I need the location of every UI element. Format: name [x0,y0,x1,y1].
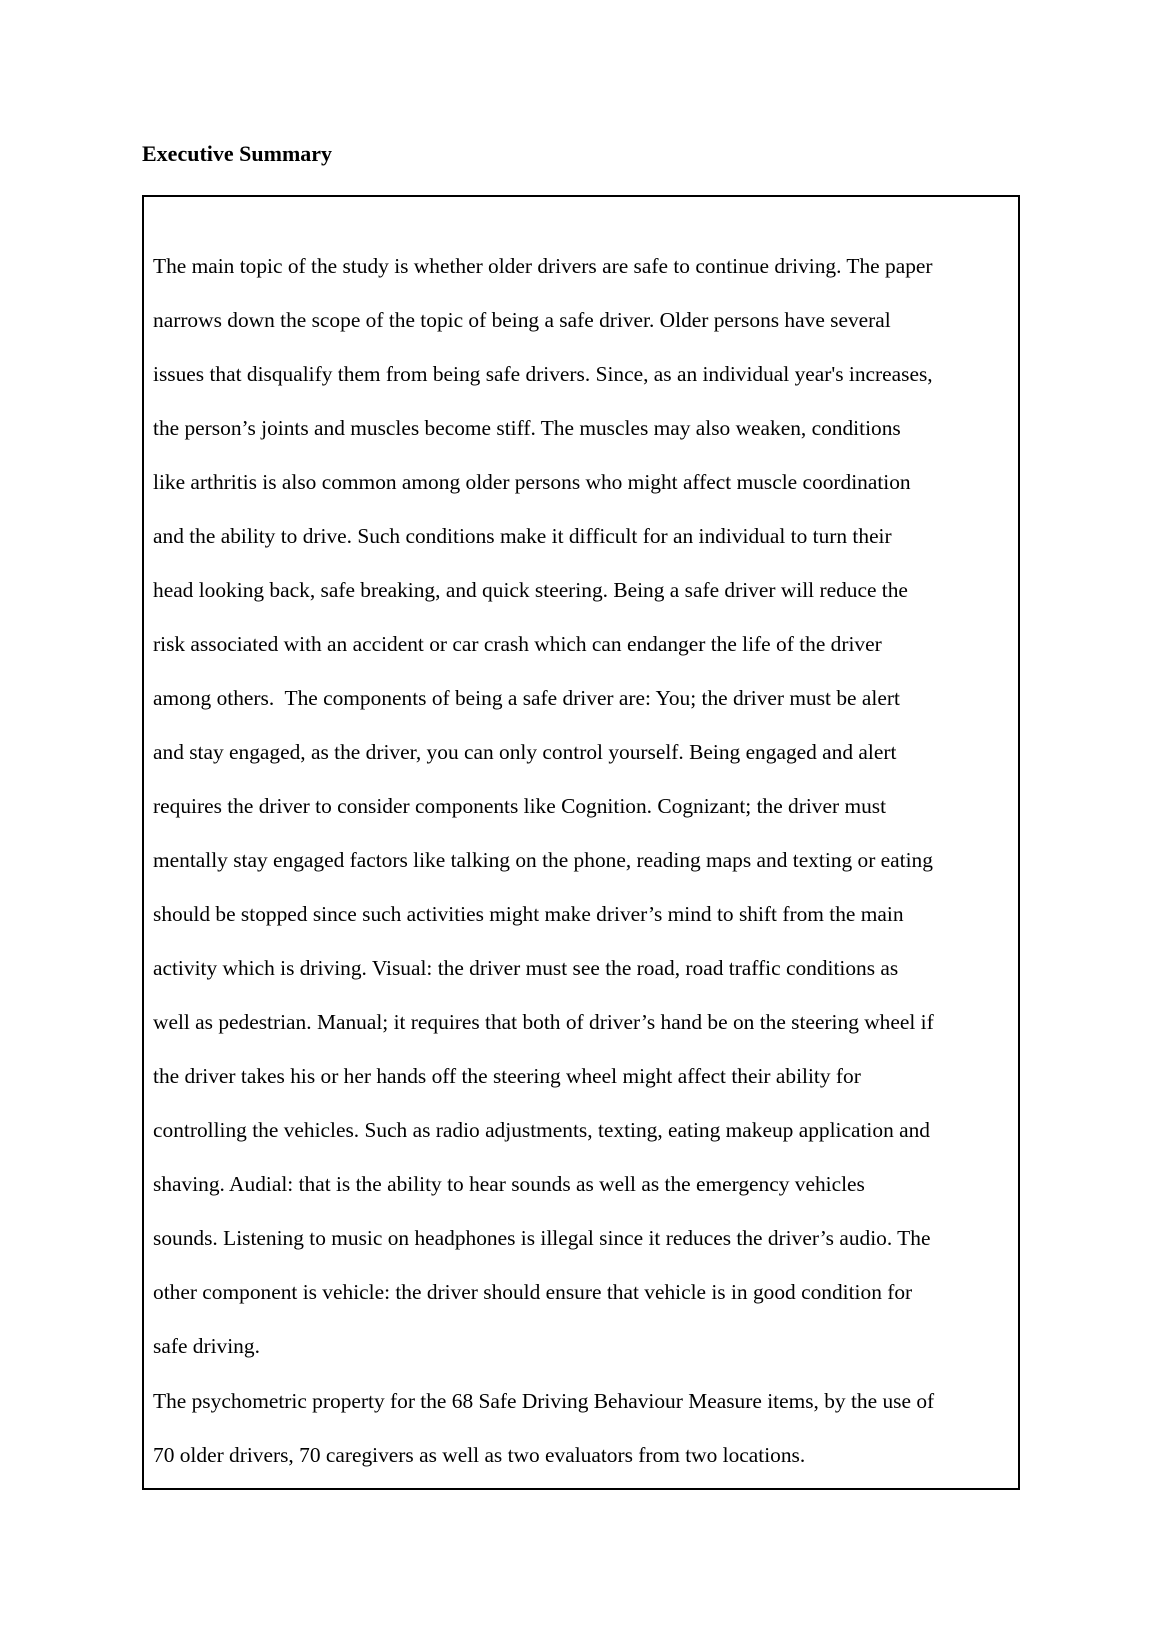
text-line: 70 older drivers, 70 caregivers as well as two evaluators from two locations. [153,1443,806,1467]
summary-paragraph-1 [153,239,1015,1373]
text-line: safe driving. [153,1334,260,1358]
text-line: sounds. Listening to music on headphones is illegal since it reduces the driver’s audio. The [153,1226,931,1250]
text-line: mentally stay engaged factors like talking on the phone, reading maps and texting or eating [153,848,933,872]
summary-box [142,195,1020,1490]
text-line: and the ability to drive. Such conditions make it difficult for an individual to turn their [153,524,892,548]
text-line: like arthritis is also common among older persons who might affect muscle coordination [153,470,911,494]
summary-paragraph-2 [153,1374,1015,1482]
text-line: The psychometric property for the 68 Safe Driving Behaviour Measure items, by the use of [153,1389,935,1413]
text-line: well as pedestrian. Manual; it requires that both of driver’s hand be on the steering wheel if [153,1010,934,1034]
text-line: shaving. Audial: that is the ability to hear sounds as well as the emergency vehicles [153,1172,865,1196]
text-line: risk associated with an accident or car crash which can endanger the life of the driver [153,632,882,656]
text-line: and stay engaged, as the driver, you can only control yourself. Being engaged and alert [153,740,897,764]
text-line: other component is vehicle: the driver should ensure that vehicle is in good condition for [153,1280,913,1304]
text-line: narrows down the scope of the topic of being a safe driver. Older persons have several [153,308,891,332]
text-line: The main topic of the study is whether older drivers are safe to continue driving. The paper [153,254,933,278]
section-heading: Executive Summary [142,141,333,166]
text-line: controlling the vehicles. Such as radio adjustments, texting, eating makeup application and [153,1118,930,1142]
text-line: activity which is driving. Visual: the driver must see the road, road traffic conditions as [153,956,899,980]
text-line: among others. The components of being a safe driver are: You; the driver must be alert [153,686,900,710]
text-line: the person’s joints and muscles become stiff. The muscles may also weaken, conditions [153,416,901,440]
text-line: head looking back, safe breaking, and quick steering. Being a safe driver will reduce the [153,578,908,602]
text-line: the driver takes his or her hands off the steering wheel might affect their ability for [153,1064,861,1088]
text-line: issues that disqualify them from being safe drivers. Since, as an individual year's increases, [153,362,933,386]
text-line: requires the driver to consider components like Cognition. Cognizant; the driver must [153,794,887,818]
text-line: should be stopped since such activities might make driver’s mind to shift from the main [153,902,904,926]
